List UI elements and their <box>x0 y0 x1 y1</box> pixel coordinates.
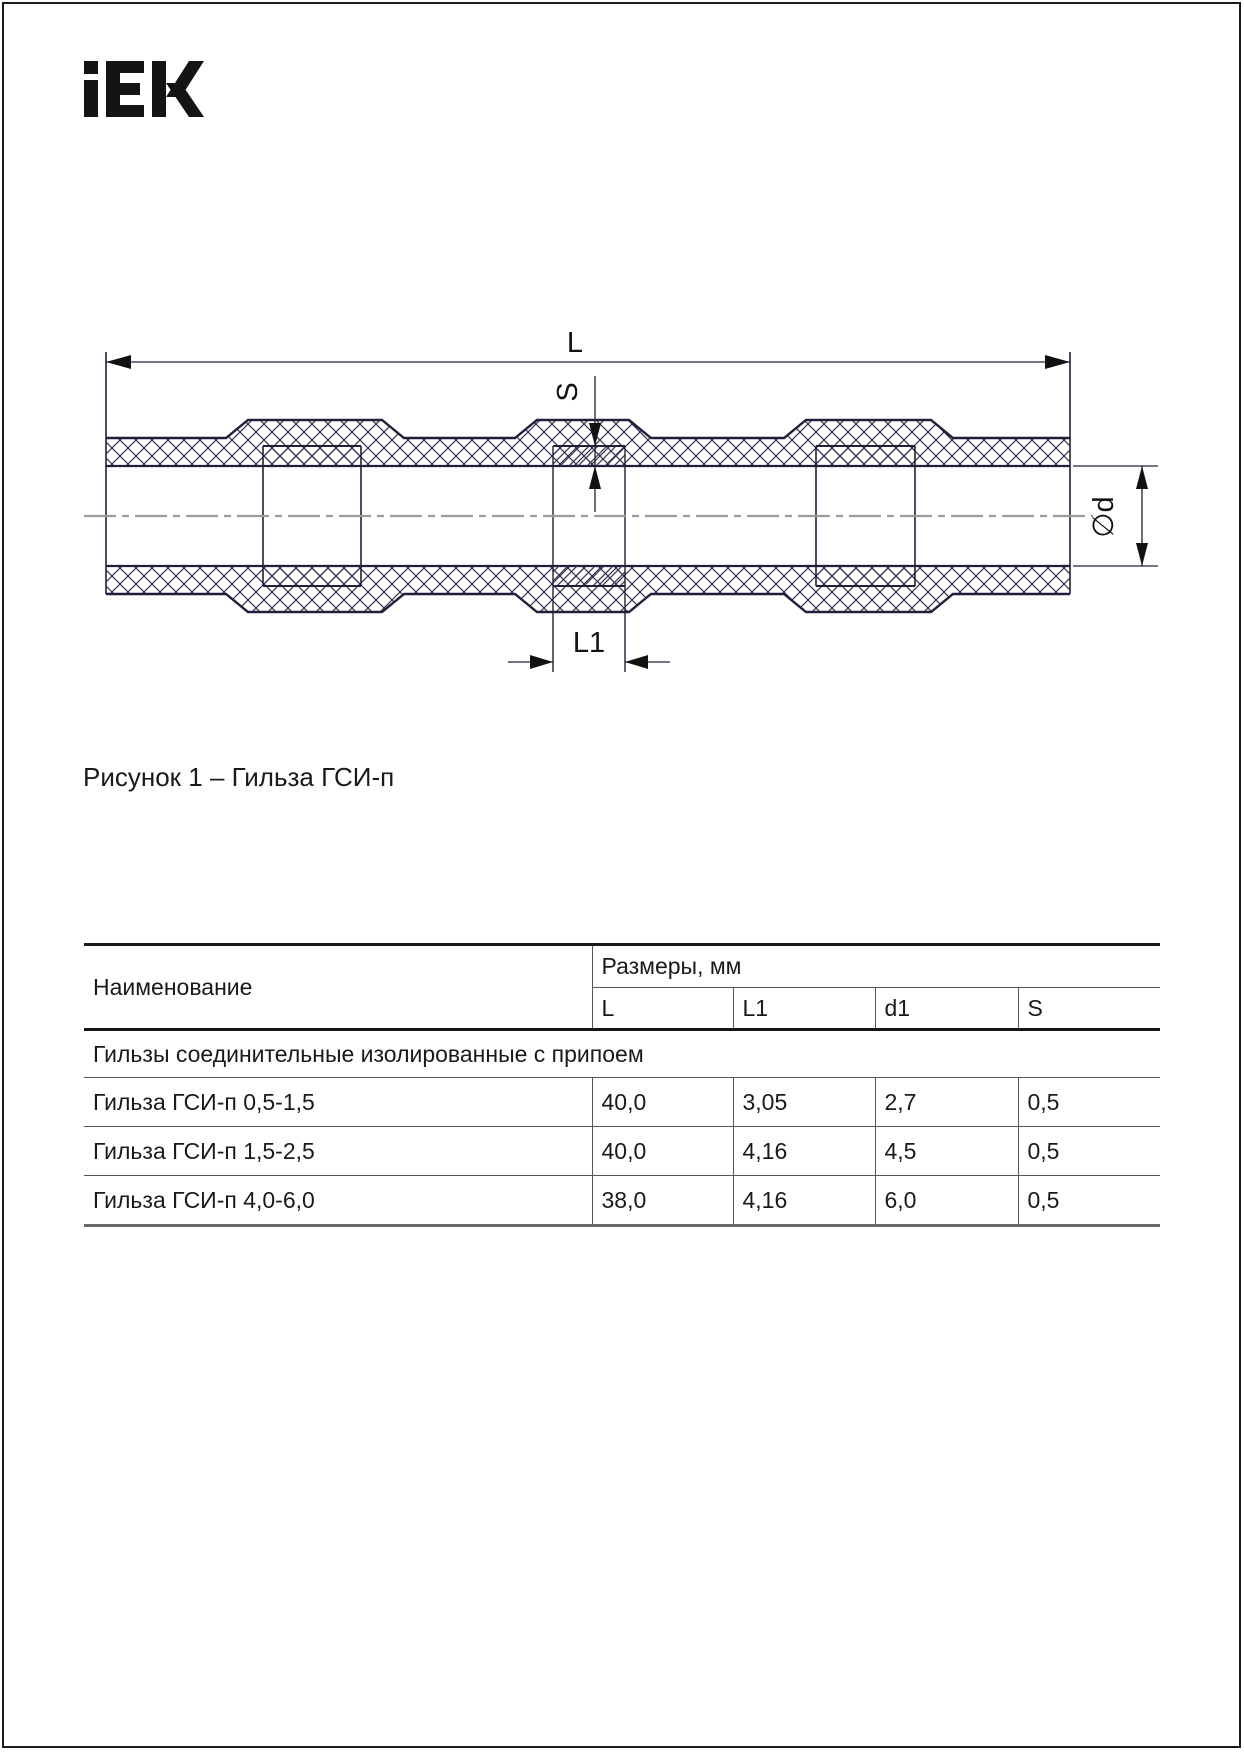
dim-label-L1: L1 <box>572 627 606 659</box>
cell-name: Гильза ГСИ-п 1,5-2,5 <box>84 1127 592 1176</box>
section-header: Гильзы соединительные изолированные с припоем <box>84 1030 1160 1078</box>
col-header-sizes: Размеры, мм <box>592 945 1160 988</box>
col-header-S: S <box>1018 988 1160 1030</box>
cell-L1: 3,05 <box>733 1078 875 1127</box>
cell-d1: 6,0 <box>875 1176 1018 1226</box>
col-header-name: Наименование <box>84 945 592 1030</box>
col-header-d1: d1 <box>875 988 1018 1030</box>
table-header-row <box>84 945 1160 988</box>
figure-caption: Рисунок 1 – Гильза ГСИ-п <box>83 762 395 792</box>
dimension-d <box>1073 466 1158 566</box>
cell-S: 0,5 <box>1018 1176 1160 1226</box>
table-section-row <box>84 1030 1160 1078</box>
tube-end-edges <box>106 352 1070 594</box>
cell-S: 0,5 <box>1018 1078 1160 1127</box>
dim-label-L: L <box>566 327 584 359</box>
cell-L1: 4,16 <box>733 1127 875 1176</box>
cell-L: 38,0 <box>592 1176 733 1226</box>
col-header-L1: L1 <box>733 988 875 1030</box>
dim-label-S: S <box>552 382 584 402</box>
technical-drawing <box>0 0 1244 710</box>
cell-L: 40,0 <box>592 1127 733 1176</box>
dim-label-d: ∅d <box>1088 496 1120 538</box>
cell-S: 0,5 <box>1018 1127 1160 1176</box>
cell-L: 40,0 <box>592 1078 733 1127</box>
table-row <box>84 1176 1160 1226</box>
cell-L1: 4,16 <box>733 1176 875 1226</box>
cell-name: Гильза ГСИ-п 4,0-6,0 <box>84 1176 592 1226</box>
table-row <box>84 1127 1160 1176</box>
cell-name: Гильза ГСИ-п 0,5-1,5 <box>84 1078 592 1127</box>
dimension-L <box>106 327 1070 369</box>
dimensions-table <box>84 943 1160 1227</box>
table-row <box>84 1078 1160 1127</box>
col-header-L: L <box>592 988 733 1030</box>
cell-d1: 2,7 <box>875 1078 1018 1127</box>
cell-d1: 4,5 <box>875 1127 1018 1176</box>
dimension-L1 <box>508 627 670 669</box>
